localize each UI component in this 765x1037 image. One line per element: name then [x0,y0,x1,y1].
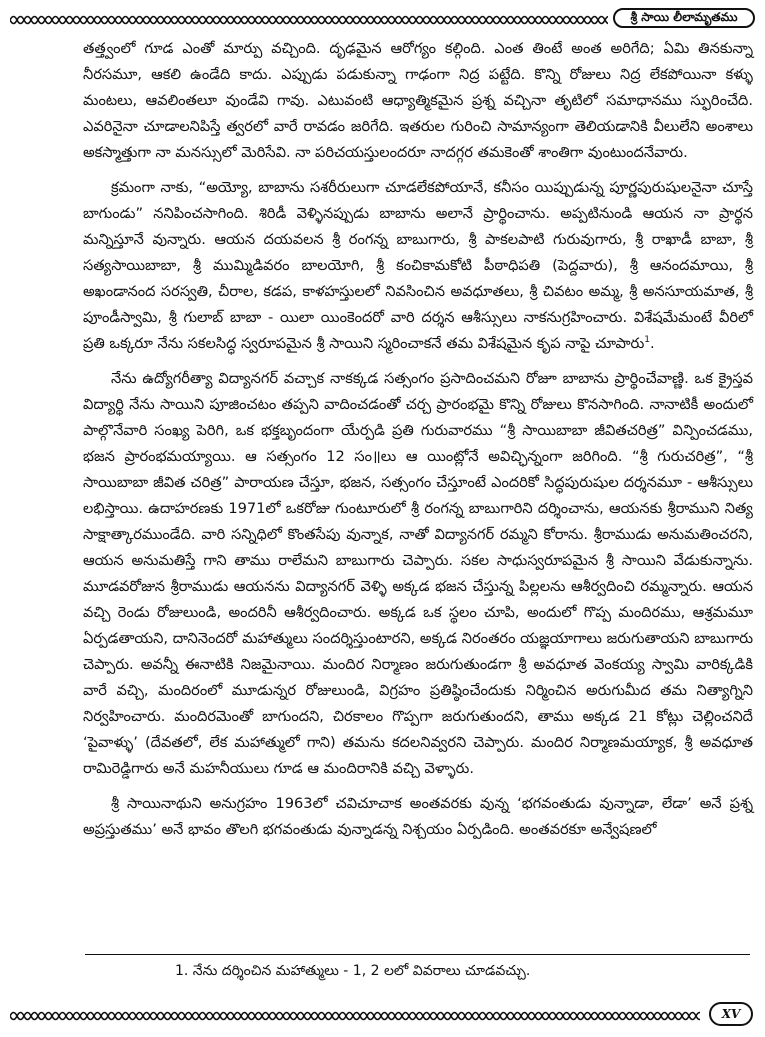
footnote: 1. నేను దర్శించిన మహాత్ములు - 1, 2 లలో వివరాలు చూడవచ్చు. [175,963,531,979]
paragraph: నేను ఉద్యోగరీత్యా విద్యానగర్ వచ్చాక నాకక్కడ సత్సంగం ప్రసాదించమని రోజూ బాబాను ప్రార్థించేవాణ్ణి. ఒక క్రైస్తవ విద్యార్థి నేను సాయిని పూజించటం తప్పని వాదించడంతో చర్చ ప్రారంభమై కొన్ని రోజులు కొనసాగింది. నానాటికీ అందులో పాల్గొనేవారి సంఖ్య పెరిగి, ఒక భక్తబృందంగా యేర్పడి ప్రతి గురువారము “శ్రీ సాయిబాబా జీవితచరిత్ర” విన్పించడము, భజన ప్రారంభమయ్యాయి. ఆ సత్సంగం 12 సం॥లు ఆ యింట్లోనే అవిచ్ఛిన్నంగా జరిగింది. “శ్రీ గురుచరిత్ర”, “శ్రీ సాయిబాబా జీవిత చరిత్ర” పారాయణ చేస్తూ, భజన, సత్సంగం చేస్తూంటే ఎందరికో సిద్ధపురుషుల దర్శనమూ - ఆశీస్సులు లభిస్తాయి. ఉదాహరణకు 1971లో ఒకరోజు గుంటూరులో శ్రీ రంగన్న బాబుగారిని దర్శించాను, ఆయనకు శ్రీరాముని నిత్య సాక్షాత్కారముండేది. వారి సన్నిధిలో కొంతసేపు వున్నాక, నాతో విద్యానగర్ రమ్మని కోరాను. శ్రీరాముడు అనుమతించరని, ఆయన అనుమతిస్తే గాని తాము రాలేమని బాబుగారు చెప్పారు. సకల సాధుస్వరూపమైన శ్రీ సాయిని వేడుకున్నాను. మూడవరోజున శ్రీరాముడు ఆయనను విద్యానగర్ వెళ్ళి అక్కడ భజన చేస్తున్న పిల్లలను ఆశీర్వదించి రమ్మన్నారు. ఆయన వచ్చి రెండు రోజులుండి, అందరినీ ఆశీర్వదించారు. అక్కడ ఒక స్థలం చూపి, అందులో గొప్ప మందిరము, ఆశ్రమమూ ఏర్పడతాయని, దానినెందరో మహాత్ములు సందర్శిస్తుంటారని, అక్కడ నిరంతరం యజ్ఞయాగాలు జరుగుతాయని బాబుగారు చెప్పారు. అవన్నీ ఈనాటికి నిజమైనాయి. మందిర నిర్మాణం జరుగుతుండగా శ్రీ అవధూత వెంకయ్య స్వామి వారిక్కడికి వారే వచ్చి, మందిరంలో మూడున్నర రోజులుండి, విగ్రహం ప్రతిష్ఠించేందుకు నిర్మించిన అరుగుమీద తమ నిత్యాగ్నిని నిర్వహించారు. మందిరమెంతో బాగుందని, చిరకాలం గొప్పగా జరుగుతుందని, తాము అక్కడ 21 కోట్లు చెల్లించనిదే ‘పైవాళ్ళు’ (దేవతలో, లేక మహాత్ములో గాని) తమను కదలనివ్వరని చెప్పారు. మందిర నిర్మాణమయ్యాక, శ్రీ అవధూత రామిరెడ్డిగారు అనే మహనీయులు గూడ ఆ మందిరానికి వచ్చి వెళ్ళారు. [83,370,754,777]
paragraph-text: క్రమంగా నాకు, “అయ్యో, బాబాను సశరీరులుగా చూడలేకపోయానే, కనీసం యిప్పుడున్న పూర్ణపురుషులనైనా చూస్తే బాగుండు” ననిపించసాగింది. శిరిడీ వెళ్ళినప్పుడు బాబాను అలానే ప్రార్థించాను. అప్పటినుండి ఆయన నా ప్రార్థన మన్నిస్తూనే వున్నారు. ఆయన దయవలన శ్రీ రంగన్న బాబుగారు, శ్రీ పాకలపాటి గురువుగారు, శ్రీ రాఖాడీ బాబా, శ్రీ సత్యసాయిబాబా, శ్రీ ముమ్మిడివరం బాలయోగి, శ్రీ కంచికామకోటి పీఠాధిపతి (పెద్దవారు), శ్రీ ఆనందమాయి, శ్రీ అఖండానంద సరస్వతి, చీరాల, కడప, కాళహస్తులలో నివసించిన అవధూతలు, శ్రీ చివటం అమ్మ, శ్రీ అనసూయమాత, శ్రీ పూండీస్వామి, శ్రీ గులాబ్ బాబా - యిలా యింకెందరో వారి దర్శన ఆశీస్సులు నాకనుగ్రహించారు. విశేషమేమంటే వీరిలో ప్రతి ఒక్కరూ నేను సకలసిద్ధ స్వరూపమైన శ్రీ సాయిని స్మరించాకనే తమ విశేషమైన కృప నాపై చూపారు [83,179,753,352]
footnote-divider [85,954,750,955]
page-number: XV [709,1002,753,1026]
rope-border-graphic [10,1009,700,1022]
main-text [83,36,753,852]
page-footer [10,1002,755,1028]
decorative-border-top [10,12,608,26]
rope-border-graphic [10,13,608,26]
paragraph: శ్రీ సాయినాథుని అనుగ్రహం 1963లో చవిచూచాక అంతవరకు వున్న ‘భగవంతుడు వున్నాడా, లేడా’ అనే ప్రశ్న అప్రస్తుతము’ అనే భావం తొలగి భగవంతుడు వున్నాడన్న నిశ్చయం ఏర్పడింది. అంతవరకూ అన్వేషణలో [83,795,753,838]
footnote-marker: 1 [644,335,650,346]
paragraph-tail: . [649,335,655,352]
paragraph [83,175,753,357]
page-header [10,8,755,30]
running-title: శ్రీ సాయి లీలామృతము [613,8,755,28]
paragraph: తత్త్వంలో గూడ ఎంతో మార్పు వచ్చింది. దృఢమైన ఆరోగ్యం కల్గింది. ఎంత తింటే అంత అరిగేది; ఏమి తినకున్నా నీరసమూ, ఆకలి ఉండేది కాదు. ఎప్పుడు పడుకున్నా గాఢంగా నిద్ర పట్టేది. కొన్ని రోజులు నిద్ర లేకపోయినా కళ్ళు మంటలు, ఆవలింతలూ వుండేవి గావు. ఎటువంటి ఆధ్యాత్మికమైన ప్రశ్న వచ్చినా తృటిలో సమాధానము స్ఫురించేది. ఎవరినైనా చూడాలనిపిస్తే త్వరలో వారే రావడం జరిగేది. ఇతరుల గురించి సామాన్యంగా తెలియడానికి వీలులేని అంశాలు అకస్మాత్తుగా నా మనస్సులో మెరిసేవి. నా పరిచయస్తులందరూ నాదగ్గర తమకెంతో శాంతిగా వుంటుందనేవారు. [83,40,753,161]
decorative-border-bottom [10,1008,700,1022]
